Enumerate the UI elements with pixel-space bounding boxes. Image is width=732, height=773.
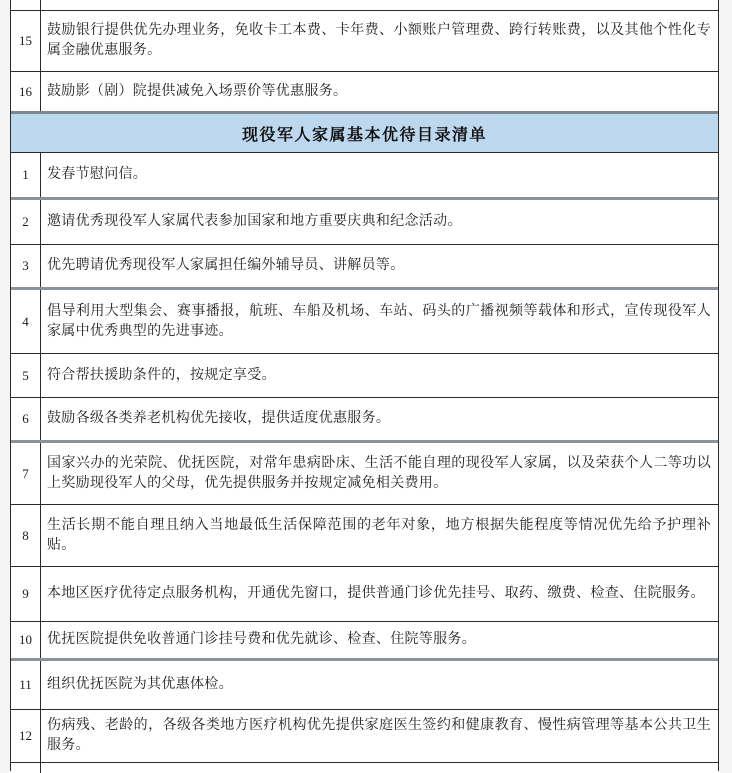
table-row: [11, 709, 718, 762]
row-text-cell: [41, 763, 718, 773]
table-row: [11, 197, 718, 244]
row-text: 国家兴办的光荣院、优抚医院，对常年患病卧床、生活不能自理的现役军人家属，以及荣获个人二等功以上奖励现役军人的父母，优先提供服务并按规定减免相关费用。: [47, 455, 711, 491]
table-row: [11, 152, 718, 197]
row-text: 倡导利用大型集会、赛事播报，航班、车船及机场、车站、码头的广播视频等载体和形式，宣传现役军人家属中优秀典型的先进事迹。: [47, 303, 711, 339]
table-row-partial-top: [11, 0, 718, 10]
row-text: 邀请优秀现役军人家属代表参加国家和地方重要庆典和纪念活动。: [47, 214, 462, 229]
table-row: [11, 10, 718, 71]
row-number: 4: [11, 290, 41, 353]
row-number: 16: [11, 72, 41, 111]
row-text: 优抚医院提供免收普通门诊挂号费和优先就诊、检查、住院等服务。: [47, 632, 476, 647]
row-number: 2: [11, 200, 41, 244]
row-text: 鼓励影（剧）院提供减免入场票价等优惠服务。: [47, 83, 348, 99]
row-text: 优先聘请优秀现役军人家属担任编外辅导员、讲解员等。: [47, 258, 405, 273]
row-text: 本地区医疗优待定点服务机构，开通优先窗口，提供普通门诊优先挂号、取药、缴费、检查、住院服务。: [47, 586, 705, 601]
row-text: 鼓励银行提供优先办理业务，免收卡工本费、卡年费、小额账户管理费、跨行转账费，以及其他个性化专属金融优惠服务。: [47, 23, 711, 58]
table-row: [11, 621, 718, 658]
table-row: [11, 658, 718, 709]
table-row-partial-bottom: [11, 762, 718, 773]
row-number: 1: [11, 153, 41, 197]
row-text: 组织优抚医院为其优惠体检。: [47, 677, 233, 692]
benefits-catalog-table: [10, 0, 719, 771]
row-number: 3: [11, 245, 41, 287]
row-number: 7: [11, 443, 41, 504]
row-text: 鼓励各级各类养老机构优先接收，提供适度优惠服务。: [47, 411, 391, 426]
table-row: [11, 244, 718, 287]
row-number-cell: [11, 763, 41, 773]
table-row: [11, 71, 718, 111]
row-number: 9: [11, 567, 41, 621]
table-row: [11, 287, 718, 353]
table-row: [11, 566, 718, 621]
row-text: 生活长期不能自理且纳入当地最低生活保障范围的老年对象，地方根据失能程度等情况优先给予护理补贴。: [47, 517, 711, 553]
section-header-title: 现役军人家属基本优待目录清单: [241, 126, 487, 144]
table-row: [11, 504, 718, 566]
table-row: [11, 397, 718, 440]
row-number-cell: [11, 0, 41, 10]
row-number: 8: [11, 505, 41, 566]
row-number: 6: [11, 398, 41, 440]
row-number: 11: [11, 661, 41, 709]
row-number: 12: [11, 710, 41, 762]
section-header: [11, 111, 718, 152]
row-text-cell: [41, 0, 718, 10]
row-number: 5: [11, 354, 41, 397]
row-text: 发春节慰问信。: [47, 167, 148, 182]
table-row: [11, 353, 718, 397]
row-text: 符合帮扶援助条件的，按规定享受。: [47, 367, 276, 383]
row-text: 伤病残、老龄的，各级各类地方医疗机构优先提供家庭医生签约和健康教育、慢性病管理等基本公共卫生服务。: [47, 718, 711, 753]
table-row: [11, 440, 718, 504]
row-number: 15: [11, 11, 41, 71]
row-number: 10: [11, 622, 41, 658]
